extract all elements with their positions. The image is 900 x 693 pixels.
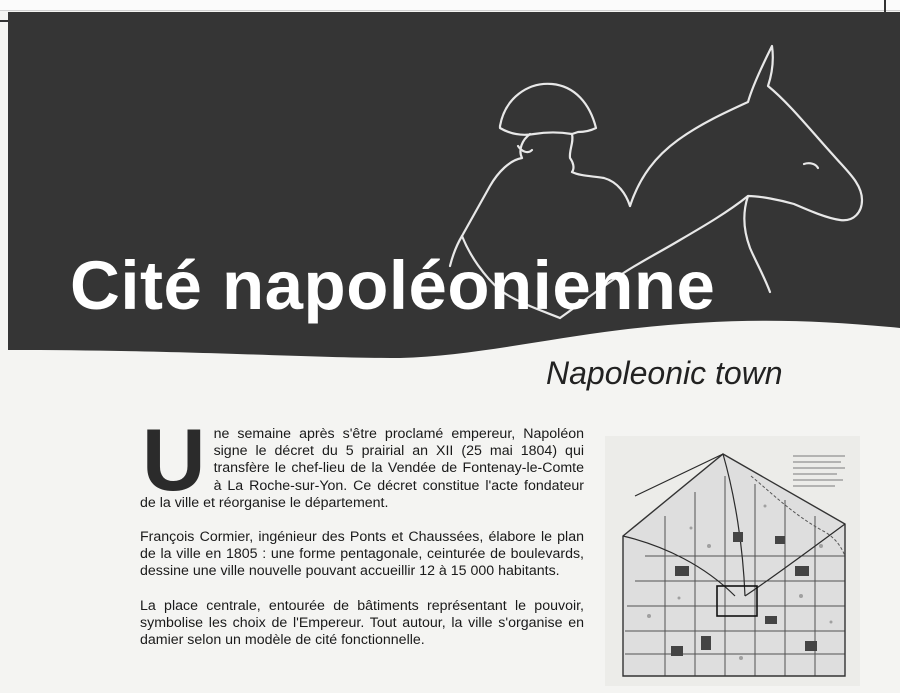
page-subtitle: Napoleonic town [546, 355, 783, 391]
paragraph-2: François Cormier, ingénieur des Ponts et Chaussées, élabore le plan de la ville en 1805 : une forme pentagonale, ceinturée de boulevards, dessine une ville nouvelle pouvant accueillir 12 à 15 000 habitants. [140, 529, 584, 580]
article-body [140, 410, 584, 649]
paragraph-intro [140, 410, 584, 512]
page-title: Cité napoléonienne [70, 247, 716, 324]
town-plan-map [605, 436, 860, 686]
town-plan-map-icon [605, 436, 860, 686]
paragraph-1-text: ne semaine après s'être proclamé empereur, Napoléon signe le décret du 5 prairial an XII (25 mai 1804) qui transfère le chef-lieu de la Vendée de Fontenay-le-Comte à La Roche-sur-Yon. Ce décret constitue l'acte fondateur de la ville et réorganise le département. [140, 426, 584, 511]
drop-cap: U [142, 410, 206, 509]
paragraph-3: La place centrale, entourée de bâtiments représentant le pouvoir, symbolise les choix de l'Empereur. Tout autour, la ville s'organise en damier selon un modèle de cité fonctionnelle. [140, 597, 584, 649]
